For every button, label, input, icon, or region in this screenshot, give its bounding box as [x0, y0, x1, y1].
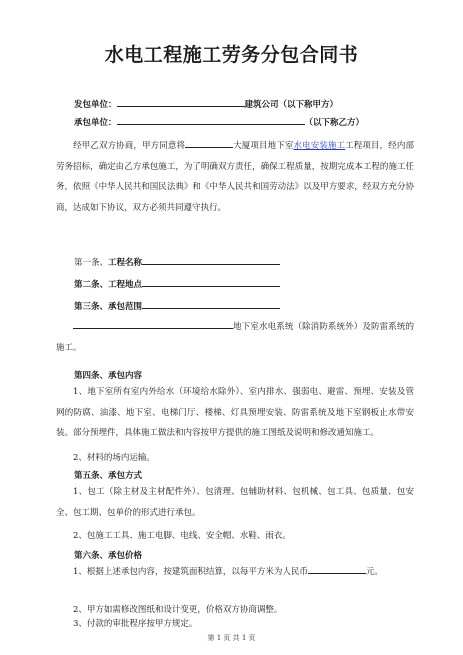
- article-6-item-3-text: 3、付款的审批程序按甲方规定。: [73, 619, 198, 629]
- intro-text-2: 大厦项目地下室: [233, 141, 294, 151]
- party-a-label: 发包单位：: [74, 100, 117, 110]
- article-2-label: 第二条、工程地点: [74, 280, 143, 290]
- party-b-suffix: （以下称乙方）: [304, 118, 365, 128]
- article-4-item-2: [56, 448, 414, 469]
- party-a-line: [74, 97, 338, 111]
- article-3: [74, 299, 280, 313]
- article-5-item-2-text: 2、包施工工具、施工电脚、电线、安全帽、水鞋、雨衣。: [73, 531, 291, 541]
- party-b-label: 承包单位：: [74, 118, 117, 128]
- article-5-item-1: [56, 482, 414, 523]
- article-6-item-1-text: 1、根据上述承包内容，按建筑面积结算，以每平方米为人民币: [73, 567, 308, 577]
- article-4-item-1: [56, 382, 414, 444]
- article-1-label: 工程名称: [108, 258, 143, 268]
- article-6-heading: 第六条、承包价格: [74, 551, 143, 561]
- article-4-heading: 第四条、承包内容: [74, 371, 143, 381]
- intro-blank: [185, 138, 233, 148]
- intro-text-3: 工程项目，经内部劳务招标，确定由乙方承包施工，为了明确双方责任，确保工程质量，按期完成本工程的施工任务，依照《中华人民共和国民法典》和《中华人民共和国劳动法》以及甲方要求，经双方充分协商，达成如下协议，双方必须共同遵守执行。: [56, 141, 414, 213]
- article-6-price-blank: [308, 564, 366, 574]
- party-b-blank: [117, 115, 305, 125]
- article-4-item-2-text: 2、材料的场内运输。: [73, 453, 155, 463]
- article-6-item-1-end: 元。: [365, 567, 383, 577]
- article-1-prefix: 第一条、: [74, 258, 109, 268]
- scope-blank: [73, 319, 233, 329]
- party-a-blank: [117, 97, 245, 107]
- page-footer: 第 1 页 共 1 页: [207, 634, 256, 642]
- article-6-item-2: [56, 604, 414, 616]
- article-5-item-1-text: 1、包工（除主材及主材配件外）、包清理、包辅助材料、包机械、包工具、包质量、包安全、包工期、包单价的形式进行承包。: [56, 487, 414, 518]
- article-6-item-3: [56, 618, 414, 630]
- article-1: [74, 255, 280, 269]
- page-title: 水电工程施工劳务分包合同书: [104, 44, 359, 66]
- article-5-item-2: [56, 526, 414, 547]
- intro-link[interactable]: 水电安装施工: [293, 141, 346, 151]
- scope-paragraph: [56, 317, 414, 358]
- article-4-item-1-text: 1、地下室所有室内外给水（环境给水除外）、室内排水、强弱电、避雷、预埋、安装及管网的防腐、油漆、地下室、电梯门厅、楼梯、灯具预埋安装、防雷系统及地下室钢板止水带安装。部分预埋件，具体施工做法和内容按甲方提供的施工图纸及说明和修改通知施工。: [56, 387, 414, 438]
- scope-text: 地下室水电系统（除消防系统外）及防雷系统的施工。: [56, 322, 414, 353]
- intro-paragraph: [56, 136, 414, 218]
- article-3-label: 第三条、承包范围: [74, 302, 143, 312]
- article-5-heading: 第五条、承包方式: [74, 471, 143, 481]
- intro-text-1: 经甲乙双方协商，甲方同意将: [73, 141, 186, 151]
- party-a-suffix: 建筑公司（以下称甲方）: [244, 100, 339, 110]
- article-2: [74, 277, 280, 291]
- article-1-blank: [142, 255, 280, 265]
- article-6-item-1: [56, 562, 414, 583]
- article-2-blank: [142, 277, 280, 287]
- article-3-blank: [142, 299, 280, 309]
- article-6-item-2-text: 2、甲方如需修改图纸和设计变更，价格双方协商调整。: [73, 605, 283, 615]
- party-b-line: [74, 115, 364, 129]
